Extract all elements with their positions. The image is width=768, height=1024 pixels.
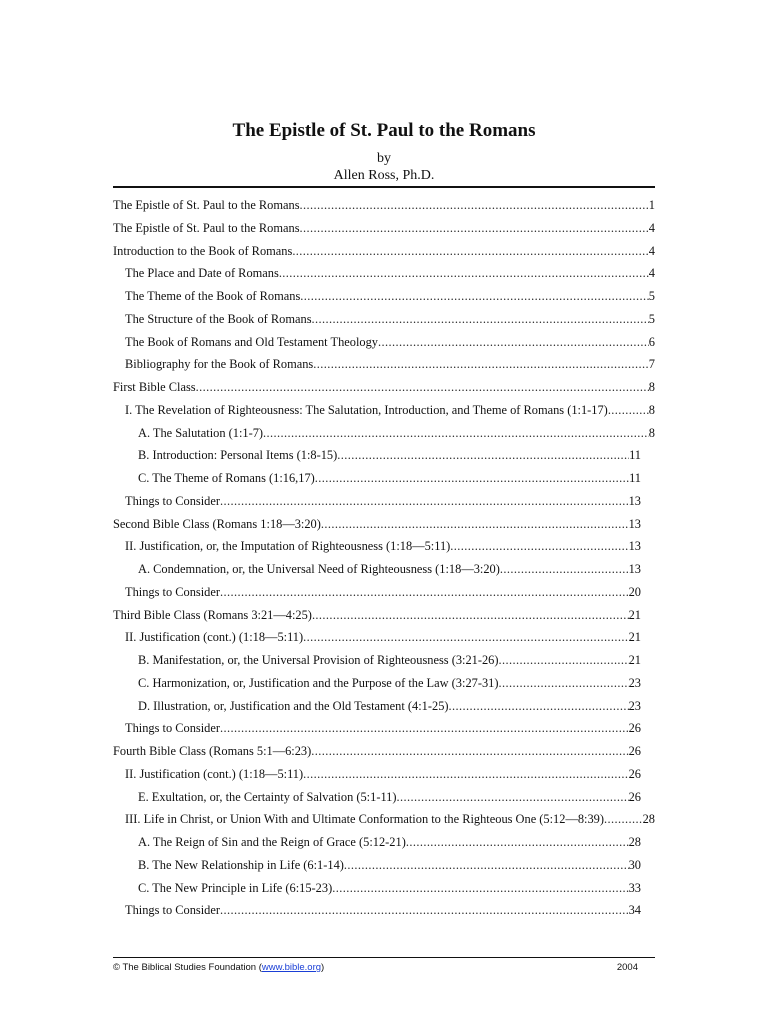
footer-divider — [113, 957, 655, 958]
bible-org-link[interactable]: www.bible.org — [261, 962, 322, 973]
toc-dot-leader — [303, 763, 628, 786]
toc-entry-title: Things to Consider — [125, 903, 220, 918]
toc-entry[interactable] — [113, 672, 655, 695]
toc-entry-page: 26 — [628, 766, 641, 781]
toc-dot-leader — [315, 467, 629, 490]
toc-entry-page: 30 — [628, 857, 641, 872]
header-divider — [113, 186, 655, 188]
toc-entry[interactable] — [113, 877, 655, 900]
toc-entry-page: 13 — [628, 539, 641, 554]
toc-entry[interactable] — [113, 331, 655, 354]
toc-entry-title: C. The Theme of Romans (1:16,17) — [138, 471, 315, 485]
toc-entry-title: Fourth Bible Class (Romans 5:1—6:23) — [113, 744, 312, 758]
toc-entry-page: 34 — [628, 903, 641, 918]
toc-entry[interactable] — [113, 422, 655, 445]
toc-entry-title: First Bible Class — [113, 380, 196, 394]
toc-entry[interactable] — [113, 740, 655, 763]
toc-entry-title: The Epistle of St. Paul to the Romans — [113, 198, 300, 212]
toc-entry-page: 21 — [628, 630, 641, 645]
footer-year: 2004 — [616, 962, 638, 973]
toc-dot-leader — [406, 831, 629, 854]
toc-dot-leader — [303, 626, 628, 649]
toc-entry-title: A. The Reign of Sin and the Reign of Grace (5:12-21) — [138, 835, 406, 849]
toc-entry-title: Third Bible Class (Romans 3:21—4:25) — [113, 607, 312, 622]
toc-entry-title: II. Justification (cont.) (1:18—5:11) — [125, 766, 304, 781]
toc-entry-page: 23 — [628, 675, 641, 690]
toc-dot-leader — [499, 649, 629, 672]
toc-entry[interactable] — [113, 513, 655, 536]
toc-dot-leader — [196, 376, 649, 399]
toc-entry-title: C. The New Principle in Life (6:15-23) — [138, 880, 333, 895]
toc-entry-page: 21 — [628, 653, 641, 667]
toc-entry-title: B. Introduction: Personal Items (1:8-15) — [138, 448, 338, 463]
toc-dot-leader — [397, 786, 629, 809]
toc-entry-page: 33 — [628, 880, 641, 895]
toc-entry-page: 23 — [628, 698, 641, 713]
toc-entry[interactable] — [113, 194, 655, 217]
toc-entry[interactable] — [113, 399, 655, 422]
toc-entry[interactable] — [113, 217, 655, 240]
toc-entry-title: Bibliography for the Book of Romans — [125, 357, 314, 372]
toc-dot-leader — [311, 740, 628, 763]
author-name: Allen Ross, Ph.D. — [333, 168, 435, 183]
toc-entry-title: Things to Consider — [125, 721, 220, 736]
toc-entry[interactable] — [113, 285, 655, 308]
toc-entry-title: B. The New Relationship in Life (6:1-14) — [138, 857, 344, 872]
toc-entry[interactable] — [113, 535, 655, 558]
toc-entry[interactable] — [113, 353, 655, 376]
toc-dot-leader — [220, 899, 629, 922]
toc-entry[interactable] — [113, 899, 655, 922]
toc-entry-title: A. The Salutation (1:1-7) — [138, 425, 264, 440]
toc-entry[interactable] — [113, 581, 655, 604]
toc-entry[interactable] — [113, 831, 655, 854]
toc-entry-title: The Place and Date of Romans — [125, 266, 279, 281]
copyright-prefix: © The Biblical Studies Foundation ( — [113, 962, 262, 973]
toc-entry-page: 1 — [648, 198, 655, 212]
toc-entry-page: 28 — [642, 812, 655, 827]
toc-entry-title: Things to Consider — [125, 493, 220, 508]
toc-entry[interactable] — [113, 262, 655, 285]
copyright-suffix: ) — [321, 962, 325, 973]
toc-entry-page: 13 — [628, 562, 641, 576]
toc-entry-page: 5 — [648, 311, 655, 326]
toc-dot-leader — [337, 444, 629, 467]
toc-entry-page: 13 — [628, 493, 641, 508]
toc-entry-page: 4 — [648, 243, 655, 258]
toc-dot-leader — [313, 353, 649, 376]
toc-entry-page: 8 — [648, 402, 655, 417]
toc-entry-title: The Book of Romans and Old Testament Theology — [125, 334, 378, 349]
toc-dot-leader — [498, 672, 628, 695]
toc-dot-leader — [332, 877, 628, 900]
toc-dot-leader — [321, 513, 629, 536]
toc-entry-title: A. Condemnation, or, the Universal Need of Righteousness (1:18—3:20) — [138, 562, 500, 576]
toc-entry[interactable] — [113, 240, 655, 263]
toc-entry-title: III. Life in Christ, or Union With and Ultimate Conformation to the Righteous One (5:12—8:39) — [125, 812, 604, 827]
toc-entry-title: II. Justification (cont.) (1:18—5:11) — [125, 630, 304, 645]
toc-entry-page: 5 — [648, 289, 655, 303]
toc-entry-title: C. Harmonization, or, Justification and the Purpose of the Law (3:27-31) — [138, 675, 499, 690]
toc-entry[interactable] — [113, 604, 655, 627]
toc-entry-page: 26 — [628, 721, 641, 736]
toc-dot-leader — [344, 854, 629, 877]
toc-dot-leader — [312, 604, 629, 627]
page-footer — [113, 961, 638, 975]
byline-by: by — [377, 151, 391, 166]
toc-entry[interactable] — [113, 444, 655, 467]
toc-dot-leader — [220, 490, 629, 513]
toc-entry[interactable] — [113, 717, 655, 740]
toc-dot-leader — [300, 217, 649, 240]
toc-dot-leader — [300, 285, 649, 308]
toc-dot-leader — [450, 535, 628, 558]
toc-entry-title: E. Exultation, or, the Certainty of Salvation (5:1-11) — [138, 789, 397, 804]
toc-entry-page: 13 — [628, 516, 641, 531]
toc-entry[interactable] — [113, 786, 655, 809]
toc-dot-leader — [378, 331, 649, 354]
toc-entry[interactable] — [113, 467, 655, 490]
toc-entry[interactable] — [113, 763, 655, 786]
toc-entry[interactable] — [113, 376, 655, 399]
toc-dot-leader — [263, 422, 649, 445]
toc-dot-leader — [312, 308, 649, 331]
toc-entry-page: 7 — [648, 357, 655, 372]
document-header — [0, 118, 768, 184]
toc-entry-title: Things to Consider — [125, 584, 220, 599]
document-title: The Epistle of St. Paul to the Romans — [232, 120, 536, 141]
toc-dot-leader — [220, 581, 629, 604]
toc-dot-leader — [300, 194, 649, 217]
toc-dot-leader — [220, 717, 629, 740]
toc-dot-leader — [449, 695, 629, 718]
toc-entry-page: 4 — [648, 266, 655, 281]
table-of-contents — [113, 194, 655, 922]
toc-entry-title: The Structure of the Book of Romans — [125, 311, 312, 326]
toc-entry-page: 8 — [648, 425, 655, 440]
toc-entry[interactable] — [113, 695, 655, 718]
toc-entry-page: 20 — [628, 584, 641, 599]
toc-entry-title: D. Illustration, or, Justification and the Old Testament (4:1-25) — [138, 698, 449, 713]
toc-entry-title: The Epistle of St. Paul to the Romans — [113, 220, 300, 235]
toc-entry-page: 26 — [628, 744, 641, 758]
toc-dot-leader — [500, 558, 629, 581]
toc-entry-page: 11 — [629, 448, 641, 463]
toc-entry-page: 6 — [648, 334, 655, 349]
toc-dot-leader — [604, 808, 643, 831]
toc-dot-leader — [292, 240, 648, 263]
toc-entry-page: 11 — [629, 471, 641, 485]
toc-entry[interactable] — [113, 558, 655, 581]
toc-entry-title: The Theme of the Book of Romans — [125, 289, 301, 303]
toc-entry[interactable] — [113, 626, 655, 649]
toc-entry-title: Second Bible Class (Romans 1:18—3:20) — [113, 516, 321, 531]
toc-entry-page: 21 — [628, 607, 641, 622]
copyright-notice — [113, 961, 324, 975]
toc-entry[interactable] — [113, 808, 655, 831]
toc-entry[interactable] — [113, 308, 655, 331]
toc-entry-title: B. Manifestation, or, the Universal Provision of Righteousness (3:21-26) — [138, 653, 499, 667]
toc-entry-page: 26 — [628, 789, 641, 804]
toc-entry-page: 4 — [648, 220, 655, 235]
toc-entry-title: I. The Revelation of Righteousness: The Salutation, Introduction, and Theme of Romans (1:1-17) — [125, 402, 608, 417]
toc-entry[interactable] — [113, 854, 655, 877]
toc-entry[interactable] — [113, 490, 655, 513]
toc-dot-leader — [279, 262, 649, 285]
toc-entry-page: 28 — [628, 835, 641, 849]
toc-entry-title: II. Justification, or, the Imputation of Righteousness (1:18—5:11) — [125, 539, 451, 554]
toc-entry[interactable] — [113, 649, 655, 672]
toc-entry-page: 8 — [648, 380, 655, 394]
toc-entry-title: Introduction to the Book of Romans — [113, 243, 293, 258]
toc-dot-leader — [608, 399, 649, 422]
